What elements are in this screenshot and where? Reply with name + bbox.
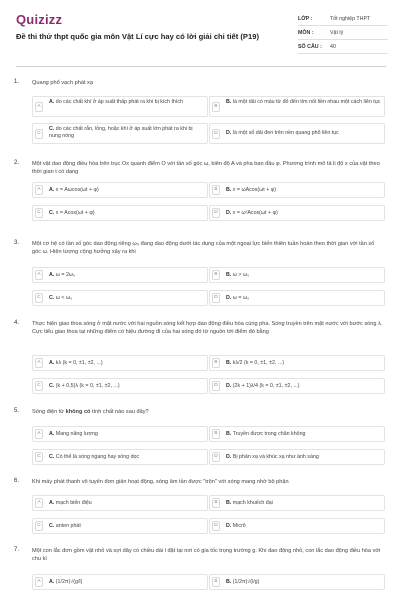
option-text: là một số dải đen trên nền quang phổ liên tục xyxy=(232,130,339,136)
worksheet-header xyxy=(0,0,400,64)
option-text: ω = ω₀ xyxy=(232,295,250,301)
meta-row-class xyxy=(298,12,388,26)
option-letter: C xyxy=(35,381,43,391)
option-c[interactable] xyxy=(32,123,208,144)
option-text: x = ω²Acos(ωt + φ) xyxy=(232,210,278,216)
option-letter: A xyxy=(35,358,43,368)
option-c[interactable] xyxy=(32,518,208,534)
option-text: mạch khuếch đại xyxy=(232,500,273,506)
meta-value: Vật lý xyxy=(330,29,344,36)
option-text: x = Aωcos(ωt + φ) xyxy=(55,187,99,193)
option-d[interactable] xyxy=(209,449,385,465)
option-text: (1/2π)√(l/g) xyxy=(232,579,260,585)
option-text: ω < ω₀ xyxy=(55,295,73,301)
option-text: Có thể là sóng ngang hay sóng dọc xyxy=(55,454,140,460)
option-a[interactable] xyxy=(32,355,208,371)
option-letter: D xyxy=(212,129,220,139)
option-b[interactable] xyxy=(209,355,385,371)
option-b[interactable] xyxy=(209,96,385,117)
question-5 xyxy=(14,408,386,470)
option-text: mạch biến điệu xyxy=(55,500,92,506)
option-text: kλ (k = 0, ±1, ±2, ...) xyxy=(55,360,103,366)
option-key: B. xyxy=(226,187,232,193)
option-key: C. xyxy=(49,383,55,389)
question-7 xyxy=(14,547,386,600)
meta-value: Tốt nghiệp THPT xyxy=(330,15,371,22)
option-text: Bị phản xạ và khúc xạ như ánh sáng xyxy=(232,454,319,460)
option-letter: B xyxy=(212,185,220,195)
question-number: 2. xyxy=(14,160,20,166)
option-a[interactable] xyxy=(32,574,208,590)
meta-label: SỐ CÂU : xyxy=(298,43,322,50)
question-6 xyxy=(14,478,386,540)
option-key: D. xyxy=(226,210,232,216)
option-key: B. xyxy=(226,360,232,366)
option-key: A. xyxy=(49,431,55,437)
option-letter: B xyxy=(212,498,220,508)
meta-table xyxy=(298,12,388,54)
option-key: D. xyxy=(226,454,232,460)
document-title: Đề thi thử thpt quốc gia môn Vật Lí cực hay có lời giải chi tiết (P19) xyxy=(16,32,259,41)
question-text: Một con lắc đơn gồm vật nhỏ và sợi dây có chiều dài l đặt tại nơi có gia tốc trọng trường g. Khi dao động nhỏ, con lắc dao động điều hòa với chu kì xyxy=(32,548,381,562)
question-1 xyxy=(14,79,386,149)
option-key: B. xyxy=(226,500,232,506)
option-letter: A xyxy=(35,102,43,112)
option-key: B. xyxy=(226,272,232,278)
option-letter: A xyxy=(35,429,43,439)
option-text: ω = 2ω₀ xyxy=(55,272,76,278)
question-number: 6. xyxy=(14,478,20,484)
meta-row-subject xyxy=(298,26,388,40)
option-a[interactable] xyxy=(32,96,208,117)
question-text: Thực hiện giao thoa sóng ở mặt nước với hai nguồn sóng kết hợp dao động điều hòa cùng pha. Sóng truyền trên mặt nước với bước sóng λ. Cực tiểu giao thoa tại những điểm có hiệu đường đi của hai sóng đó từ nguồn tới điểm đó bằng xyxy=(32,321,383,335)
option-text: do các chất khí ở áp suất thấp phát ra khi bị kích thích xyxy=(55,99,183,105)
option-key: C. xyxy=(49,295,55,301)
option-text: (1/2π)√(g/l) xyxy=(55,579,83,585)
option-letter: D xyxy=(212,208,220,218)
question-3 xyxy=(14,240,386,310)
meta-value: 40 xyxy=(330,43,336,50)
option-text: Mang năng lượng xyxy=(55,431,98,437)
option-letter: B xyxy=(212,102,220,112)
option-text: (k + 0,5)λ (k = 0, ±1, ±2, ...) xyxy=(55,383,120,389)
option-letter: D xyxy=(212,521,220,531)
question-text: Một vật dao động điều hòa trên trục Ox quanh điểm O với tần số góc ω, biên độ A và pha ban đầu φ. Phương trình mô tả li độ x của vật theo thời gian t có dạng xyxy=(32,161,380,175)
option-a[interactable] xyxy=(32,267,208,283)
question-number: 3. xyxy=(14,240,20,246)
option-b[interactable] xyxy=(209,495,385,511)
option-d[interactable] xyxy=(209,123,385,144)
option-b[interactable] xyxy=(209,426,385,442)
option-text: (2k + 1)λ/4 (k = 0, ±1, ±2, ...) xyxy=(232,383,300,389)
option-letter: B xyxy=(212,270,220,280)
option-text: là một dải có màu từ đỏ đến tím nối liền nhau một cách liên tục xyxy=(232,99,381,105)
option-letter: A xyxy=(35,185,43,195)
option-b[interactable] xyxy=(209,267,385,283)
meta-label: LỚP : xyxy=(298,15,313,22)
option-letter: D xyxy=(212,381,220,391)
option-b[interactable] xyxy=(209,182,385,198)
option-letter: A xyxy=(35,270,43,280)
question-number: 1. xyxy=(14,79,20,85)
option-c[interactable] xyxy=(32,378,208,394)
option-key: A. xyxy=(49,500,55,506)
option-key: A. xyxy=(49,360,55,366)
option-text: kλ/2 (k = 0, ±1, ±2, ...) xyxy=(232,360,285,366)
option-key: C. xyxy=(49,454,55,460)
question-number: 4. xyxy=(14,320,20,326)
option-d[interactable] xyxy=(209,205,385,221)
option-text: Micrô xyxy=(232,523,246,529)
option-a[interactable] xyxy=(32,426,208,442)
meta-label: MÔN : xyxy=(298,29,314,36)
option-letter: C xyxy=(35,521,43,531)
option-a[interactable] xyxy=(32,182,208,198)
option-letter: A xyxy=(35,498,43,508)
emphasis-text: không có xyxy=(65,409,91,415)
option-key: D. xyxy=(226,130,232,136)
option-d[interactable] xyxy=(209,518,385,534)
option-letter: C xyxy=(35,293,43,303)
option-text: do các chất rắn, lỏng, hoặc khí ở áp suất lớn phát ra khi bị nung nóng xyxy=(49,126,193,140)
question-text: Một cơ hệ có tần số góc dao động riêng ω₀ đang dao động dưới tác dụng của một ngoại lực biến thiên tuần hoàn theo thời gian với tần số góc ω. Hiện tượng cộng hưởng xảy ra khi xyxy=(32,241,375,255)
option-text: ω > ω₀ xyxy=(232,272,250,278)
option-text: Truyền được trong chân không xyxy=(232,431,306,437)
question-2 xyxy=(14,160,386,230)
question-number: 5. xyxy=(14,408,20,414)
question-4 xyxy=(14,320,386,400)
question-text: Quang phổ vạch phát xạ xyxy=(32,80,93,86)
option-letter: B xyxy=(212,429,220,439)
option-letter: C xyxy=(35,452,43,462)
header-divider xyxy=(16,66,386,67)
option-key: B. xyxy=(226,431,232,437)
option-d[interactable] xyxy=(209,290,385,306)
option-c[interactable] xyxy=(32,205,208,221)
option-key: A. xyxy=(49,99,55,105)
option-key: B. xyxy=(226,99,232,105)
option-text: x = ωAcos(ωt + φ) xyxy=(232,187,276,193)
option-key: A. xyxy=(49,187,55,193)
option-letter: C xyxy=(35,208,43,218)
option-letter: A xyxy=(35,577,43,587)
question-number: 7. xyxy=(14,547,20,553)
question-text: Khi máy phát thanh vô tuyến đơn giản hoạt động, sóng âm tần được "trộn" với sóng mang nhờ bộ phận xyxy=(32,479,289,485)
option-c[interactable] xyxy=(32,449,208,465)
meta-row-count xyxy=(298,40,388,54)
option-key: D. xyxy=(226,523,232,529)
option-key: D. xyxy=(226,295,232,301)
option-key: C. xyxy=(49,126,55,132)
option-key: A. xyxy=(49,579,55,585)
question-text: Sóng điện từ không có tính chất nào sau đây? xyxy=(32,409,149,415)
option-letter: B xyxy=(212,577,220,587)
quizizz-logo: Quizizz xyxy=(16,12,63,27)
option-key: B. xyxy=(226,579,232,585)
option-key: A. xyxy=(49,272,55,278)
option-a[interactable] xyxy=(32,495,208,511)
option-key: C. xyxy=(49,523,55,529)
option-text: anten phát xyxy=(55,523,81,529)
option-letter: D xyxy=(212,452,220,462)
option-letter: D xyxy=(212,293,220,303)
option-letter: C xyxy=(35,129,43,139)
option-d[interactable] xyxy=(209,378,385,394)
option-letter: B xyxy=(212,358,220,368)
option-key: C. xyxy=(49,210,55,216)
option-key: D. xyxy=(226,383,232,389)
option-c[interactable] xyxy=(32,290,208,306)
option-b[interactable] xyxy=(209,574,385,590)
option-text: x = Acos(ωt + φ) xyxy=(55,210,95,216)
